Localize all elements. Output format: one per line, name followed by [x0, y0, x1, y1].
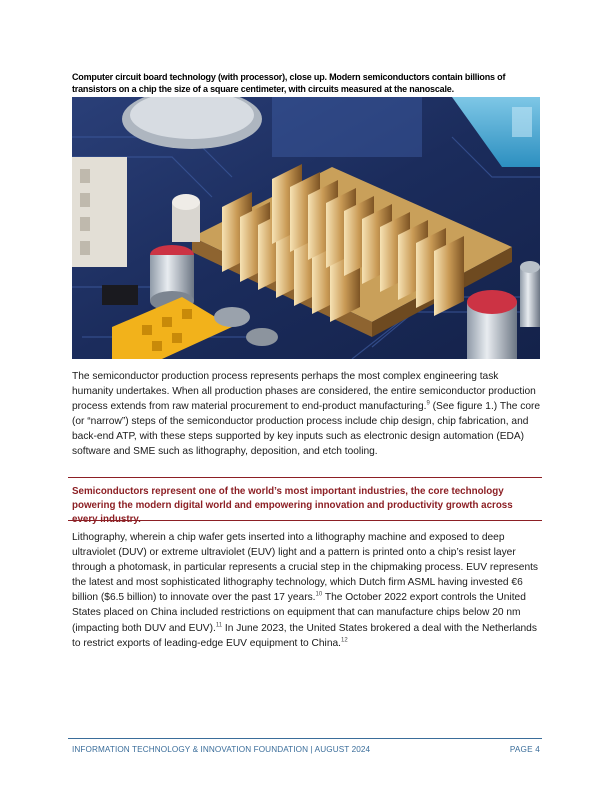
pull-quote: Semiconductors represent one of the world’s most important industries, the core technology powering the modern digital world and empowering innovation and productivity growth across every industry.	[72, 486, 513, 526]
paragraph-text: In June 2023, the United States brokered a deal with the Netherlands to restrict exports of leading-edge EUV equipment to China.	[72, 622, 537, 649]
body-paragraph-1	[72, 369, 542, 460]
endnote-ref[interactable]: 10	[315, 591, 323, 598]
paragraph-text: Lithography, wherein a chip wafer gets inserted into a lithography machine and exposed to deep ultraviolet (DUV) or extreme ultraviolet (EUV) light and a pattern is printed onto a chip’s resist layer through a photomask, in particular represents a crucial step in the chipmaking process. EUV represents the latest and most sophisticated lithography technology, which Dutch firm ASML having invested €6 billion ($6.5 billion) to innovate over the past 17 years.	[72, 532, 539, 604]
body-paragraph-2	[72, 530, 542, 651]
paragraph-text: The semiconductor production process represents perhaps the most complex engineering task humanity undertakes. When all production phases are considered, the entire semiconductor production process extends from raw material procurement to end-product manufacturing.	[72, 371, 536, 413]
circuit-board-photo	[72, 97, 540, 359]
endnote-ref[interactable]: 11	[215, 622, 223, 629]
callout-top-rule	[68, 477, 542, 478]
paragraph-text: The October 2022 export controls the United States placed on China included restrictions on equipment that can manufacture chips below 20 nm (impacting both DUV and EUV).	[72, 592, 526, 634]
callout-bottom-rule	[68, 520, 542, 521]
page-number: PAGE 4	[509, 745, 540, 754]
footer-publisher: INFORMATION TECHNOLOGY & INNOVATION FOUNDATION | AUGUST 2024	[72, 745, 371, 754]
endnote-ref[interactable]: 9	[426, 400, 430, 407]
footer-divider	[68, 738, 542, 739]
endnote-ref[interactable]: 12	[340, 637, 348, 644]
paragraph-text: (See figure 1.) The core (or “narrow”) steps of the semiconductor production process include chip design, chip fabrication, and back-end ATP, with these steps supported by key inputs such as electronic design automation (EDA) software and SME such as lithography, deposition, and etch tooling.	[72, 401, 541, 458]
figure-caption: Computer circuit board technology (with processor), close up. Modern semiconductors contain billions of transistors on a chip the size of a square centimeter, with circuits measured at the nanoscale.	[72, 71, 506, 94]
